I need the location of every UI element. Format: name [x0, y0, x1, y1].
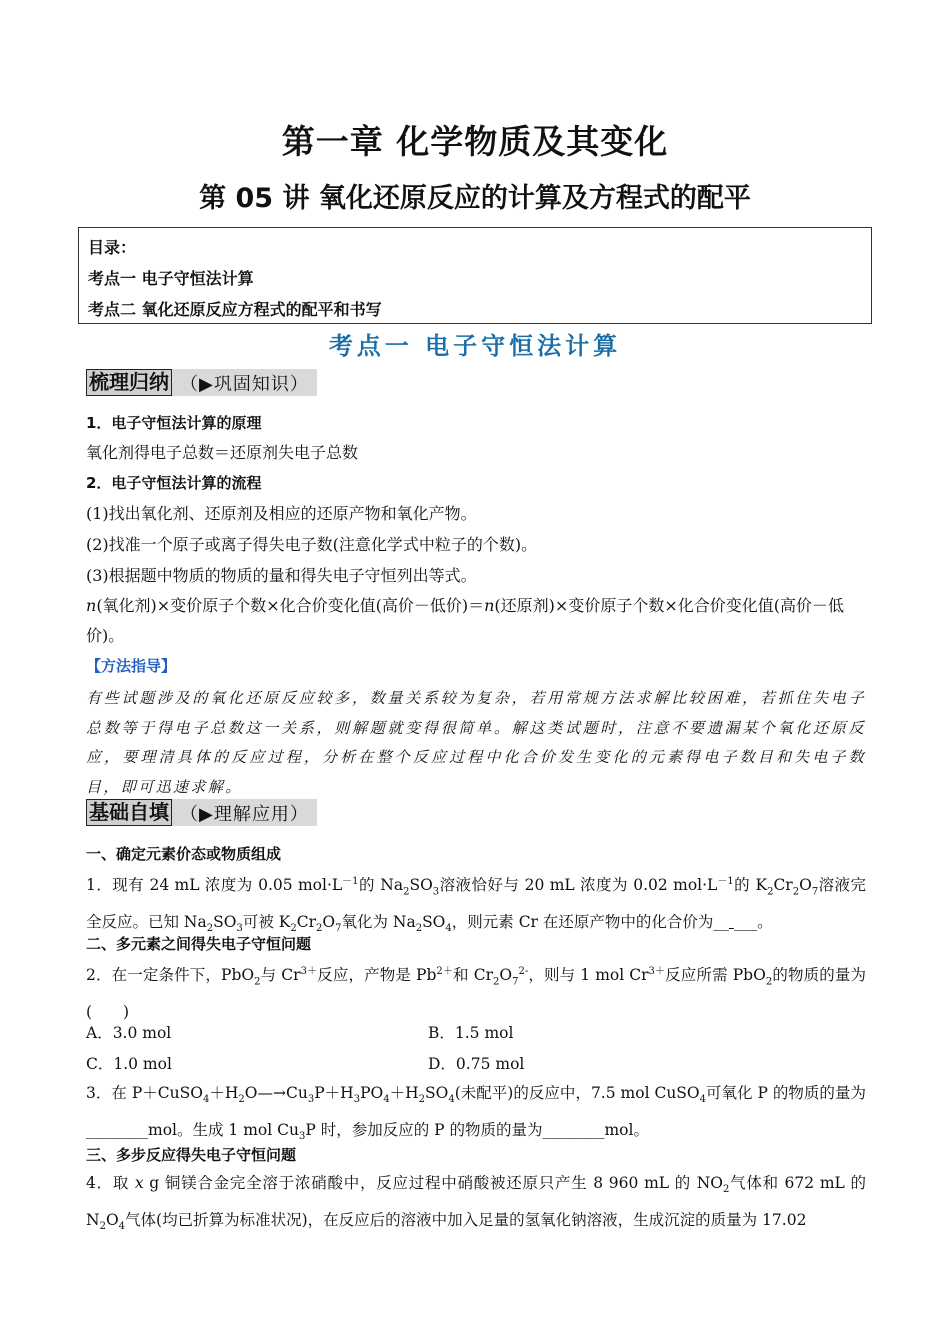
q4-text-1: 4．取: [86, 1174, 135, 1192]
formula-line-end: 价)。: [86, 626, 125, 645]
toc-heading: 目录：: [88, 238, 137, 257]
process-step-1: (1)找出氧化剂、还原剂及相应的还原产物和氧化产物。: [86, 504, 477, 523]
practice-tag-hint: （▶理解应用）: [180, 803, 309, 825]
summary-tag-box: 梳理归纳: [86, 369, 172, 396]
section-title: 考点一 电子守恒法计算: [328, 332, 622, 360]
q4-text-6: 气体(均已折算为标准状况)，在反应后的溶液中加入足量的氢氧化钠溶液，生成沉淀的质量为 17.02: [125, 1211, 807, 1230]
process-heading: 2．电子守恒法计算的流程: [86, 474, 262, 492]
question-1: 1．现有 24 mL 浓度为 0.05 $mol\cdot L^{-1}$的 $Na_2SO_3$溶液恰好与 20 mL 浓度为 0.02 $mol\cdot L^{-1}$的 $K_2Cr_2O_7$溶液完全反应。已知 $Na_2SO_3$可被 $K_2Cr_2O_7$氧化为 $Na_2SO_4$，则元素 Cr 在还原产物中的化合价为__ ___。: [86, 876, 866, 935]
toc-item-1[interactable]: 考点一 电子守恒法计算: [88, 269, 254, 288]
summary-tag: [86, 369, 317, 396]
n-symbol: n: [484, 596, 495, 615]
practice-tag: [86, 799, 317, 826]
question-2: 2．在一定条件下，PbO$_2$与 $Cr^{3+}$反应，产物是 $Pb^{2+}$和 $Cr_2O_7^{2-}$，则与 1 mol $Cr^{3+}$反应所需 PbO$_2$的物质的量为( ): [86, 966, 866, 1022]
question-4: 4．取 x g 铜镁合金完全溶于浓硝酸中，反应过程中硝酸被还原只产生 8 960 mL 的 $NO_2$气体和 672 mL 的 $N_2O_4$气体(均已折算为标准状况)，在反应后的溶液中加入足量的氢氧化钠溶液，生成沉淀的质量为 17.02: [86, 1174, 867, 1233]
q4-subscript: 4: [118, 1221, 126, 1233]
chapter-title: 第一章 化学物质及其变化: [281, 122, 669, 161]
principle-heading: 1．电子守恒法计算的原理: [86, 414, 262, 432]
table-of-contents: [78, 227, 872, 324]
principle-text: 氧化剂得电子总数＝还原剂失电子总数: [86, 443, 359, 462]
lecture-title: 第 05 讲 氧化还原反应的计算及方程式的配平: [199, 183, 751, 214]
q4-text-2: g 铜镁合金完全溶于浓硝酸中，反应过程中硝酸被还原只产生 8 960 mL 的 NO: [143, 1174, 723, 1192]
formula-part-a: (氧化剂)×变价原子个数×化合价变化值(高价－低价)＝: [96, 596, 485, 615]
option-a[interactable]: A．3.0 mol: [86, 1024, 172, 1042]
question-section-3: 三、多步反应得失电子守恒问题: [86, 1146, 297, 1164]
summary-tag-hint: （▶巩固知识）: [180, 373, 309, 395]
toc-item-2[interactable]: 考点二 氧化还原反应方程式的配平和书写: [88, 300, 382, 319]
method-title: 【方法指导】: [86, 657, 177, 675]
option-c[interactable]: C．1.0 mol: [86, 1055, 172, 1073]
question-3: 3．在 $P+CuSO_4+H_2O—\to Cu_3P+H_3PO_4+H_2SO_4$(未配平)的反应中，7.5 mol CuSO$_4$可氧化 P 的物质的量为________mol。生成 1 mol $Cu_3P$ 时，参加反应的 P 的物质的量为________mol。: [86, 1084, 866, 1143]
practice-tag-box: 基础自填: [86, 799, 172, 826]
n-symbol: n: [86, 596, 97, 615]
q4-text-5: O: [105, 1211, 119, 1230]
process-step-3: (3)根据题中物质的物质的量和得失电子守恒列出等式。: [86, 566, 477, 585]
question-section-1: 一、确定元素价态或物质组成: [86, 845, 282, 863]
q4-text-3: 气体和 672 mL 的: [729, 1174, 867, 1192]
formula-part-b: (还原剂)×变价原子个数×化合价变化值(高价－低: [494, 596, 844, 615]
option-d[interactable]: D．0.75 mol: [428, 1055, 525, 1073]
process-step-2: (2)找准一个原子或离子得失电子数(注意化学式中粒子的个数)。: [86, 535, 538, 554]
q4-text-4: N: [86, 1211, 100, 1230]
q4-variable-x: x: [134, 1174, 144, 1192]
question-section-2: 二、多元素之间得失电子守恒问题: [86, 935, 312, 953]
method-text: 有些试题涉及的氧化还原反应较多，数量关系较为复杂，若用常规方法求解比较困难，若抓住失电子总数等于得电子总数这一关系，则解题就变得很简单。解这类试题时，注意不要遗漏某个氧化还原反应，要理清具体的反应过程，分析在整个反应过程中化合价发生变化的元素得电子数目和失电子数目，即可迅速求解。: [86, 689, 866, 796]
formula-line: [86, 596, 866, 616]
option-b[interactable]: B．1.5 mol: [428, 1024, 514, 1042]
